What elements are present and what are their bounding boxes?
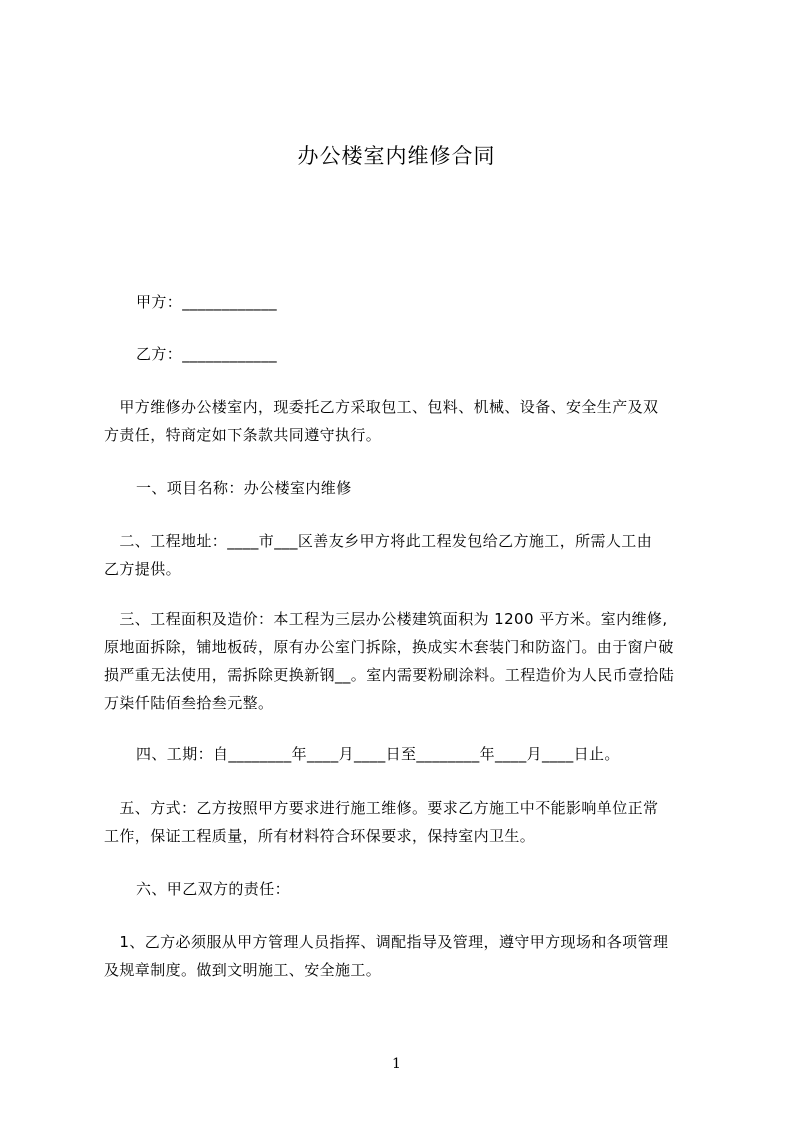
clause-5-line-2: 工作，保证工程质量，所有材料符合环保要求，保持室内卫生。 — [104, 827, 536, 845]
party-a-line: 甲方：____________ — [136, 293, 278, 311]
clause-6-1-line-1: 1、乙方必须服从甲方管理人员指挥、调配指导及管理，遵守甲方现场和各项管理 — [104, 933, 669, 951]
clause-3-line-3: 损严重无法使用，需拆除更换新钢__。室内需要粉刷涂料。工程造价为人民币壹拾陆 — [104, 666, 675, 684]
clause-6-1-line-2: 及规章制度。做到文明施工、安全施工。 — [104, 961, 382, 979]
intro-paragraph — [104, 393, 704, 449]
clause-6-1 — [104, 928, 704, 984]
document-title: 办公楼室内维修合同 — [297, 144, 496, 168]
clause-3-line-1: 三、工程面积及造价：本工程为三层办公楼建筑面积为 1200 平方米。室内维修, — [104, 610, 668, 628]
clause-2-address — [104, 527, 704, 583]
clause-3-line-4: 万柒仟陆佰叁拾叁元整。 — [104, 694, 274, 712]
clause-1-project-name: 一、项目名称：办公楼室内维修 — [136, 479, 352, 497]
clause-6-responsibilities: 六、甲乙双方的责任： — [136, 880, 291, 898]
clause-4-schedule: 四、工期：自________年____月____日至________年____月____日止。 — [136, 745, 620, 763]
intro-line-1: 甲方维修办公楼室内，现委托乙方采取包工、包料、机械、设备、安全生产及双 — [104, 398, 659, 416]
clause-2-line-2: 乙方提供。 — [104, 560, 182, 578]
party-b-line: 乙方：____________ — [136, 345, 278, 363]
page-number: 1 — [392, 1056, 401, 1072]
clause-3-line-2: 原地面拆除，铺地板砖，原有办公室门拆除，换成实木套装门和防盗门。由于窗户破 — [104, 638, 674, 656]
clause-2-line-1: 二、工程地址：____市___区善友乡甲方将此工程发包给乙方施工，所需人工由 — [104, 532, 653, 550]
clause-3-area-cost — [104, 605, 704, 717]
clause-5-line-1: 五、方式：乙方按照甲方要求进行施工维修。要求乙方施工中不能影响单位正常 — [104, 799, 659, 817]
intro-line-2: 方责任，特商定如下条款共同遵守执行。 — [104, 426, 382, 444]
clause-5-method — [104, 794, 704, 850]
